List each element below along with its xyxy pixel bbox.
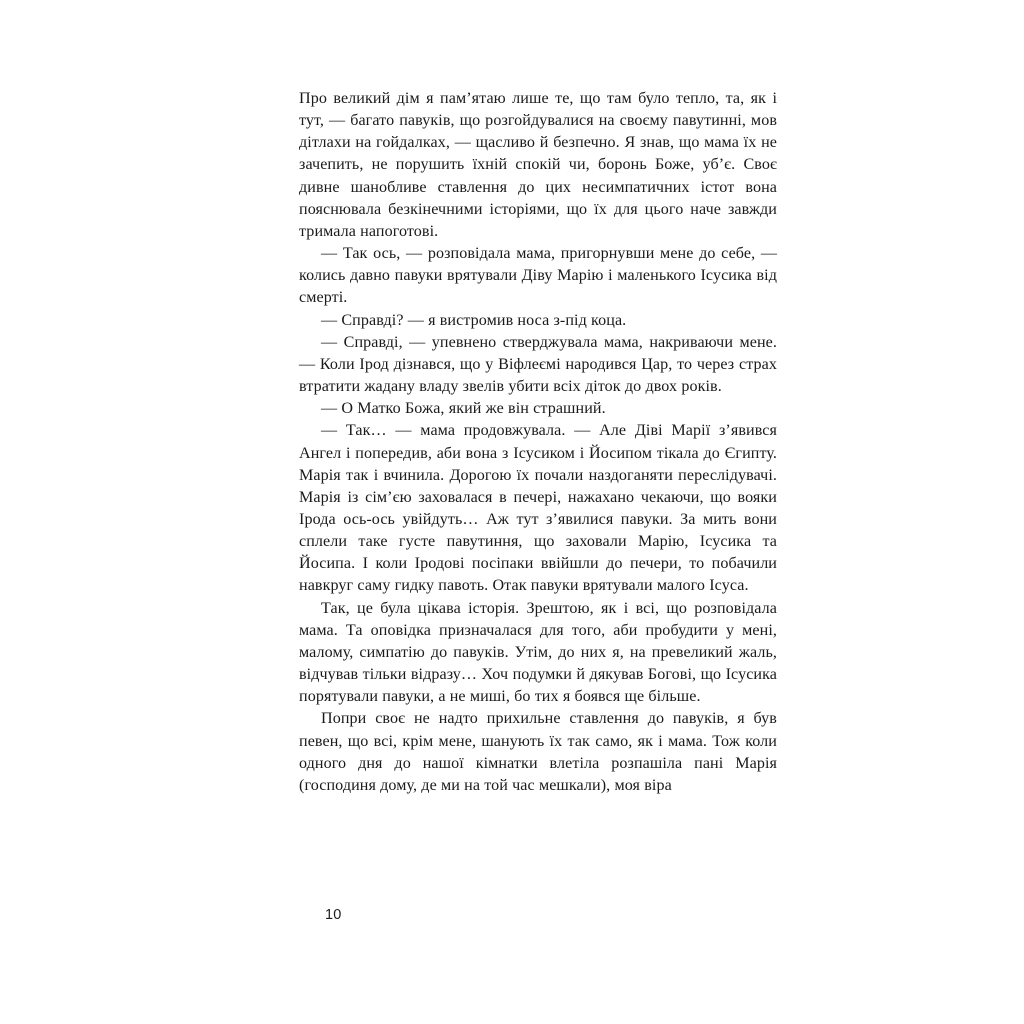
paragraph-continuation: Про великий дім я пам’ятаю лише те, що там було тепло, та, як і тут, — багато павуків, що розгойдувалися на своєму павутинні, мов дітлахи на гойдалках, — щасливо й безпечно. Я знав, що мама їх не зачепить, не порушить їхній спокій чи, боронь Боже, уб’є. Своє дивне шанобливе ставлення до цих несимпатичних істот вона пояснювала безкінечними історіями, що їх для цього наче завжди тримала напоготові. bbox=[299, 90, 777, 240]
paragraph-body-1: Так, це була цікава історія. Зрештою, як і всі, що розповідала мама. Та оповідка призначалася для того, аби пробудити у мені, малому, симпатію до павуків. Утім, до них я, на превеликий жаль, відчував тільки відразу… Хоч подумки й дякував Богові, що Ісусика порятували павуки, а не миші, бо тих я боявся ще більше. bbox=[299, 599, 777, 706]
paragraph-dialogue-3: — Справді, — упевнено стверджувала мама, накриваючи мене. — Коли Ірод дізнався, що у Віфлеємі народився Цар, то через страх втратити жадану владу звелів убити всіх діток до двох років. bbox=[299, 333, 777, 396]
paragraph-body-2: Попри своє не надто прихильне ставлення до павуків, я був певен, що всі, крім мене, шанують їх так само, як і мама. Тож коли одного дня до нашої кімнатки влетіла розпашіла пані Марія (господиня дому, де ми на той час мешкали), моя віра bbox=[299, 710, 777, 794]
paragraph-dialogue-4: — О Матко Божа, який же він страшний. bbox=[321, 400, 606, 418]
paragraph-dialogue-1: — Так ось, — розповідала мама, пригорнувши мене до себе, — колись давно павуки врятували Діву Марію і маленького Ісусика від смерті. bbox=[299, 245, 777, 307]
paragraph-dialogue-2: — Справді? — я вистромив носа з-під коца. bbox=[321, 311, 627, 329]
page-number: 10 bbox=[325, 907, 342, 923]
body-text-column bbox=[299, 88, 777, 797]
paragraph-dialogue-5: — Так… — мама продовжувала. — Але Діві Марії з’явився Ангел і попередив, аби вона з Ісусиком і Йосипом тікала до Єгипту. Марія так і вчинила. Дорогою їх почали наздоганяти переслідувачі. Марія із сім’єю заховалася в печері, нажахано чекаючи, що вояки Ірода ось-ось увійдуть… Аж тут з’явилися павуки. За мить вони сплели таке густе павутиння, що заховали Марію, Ісусика та Йосипа. І коли Іродові посіпаки ввійшли до печери, то побачили навкруг саму гидку павоть. Отак павуки врятували малого Ісуса. bbox=[299, 422, 777, 595]
